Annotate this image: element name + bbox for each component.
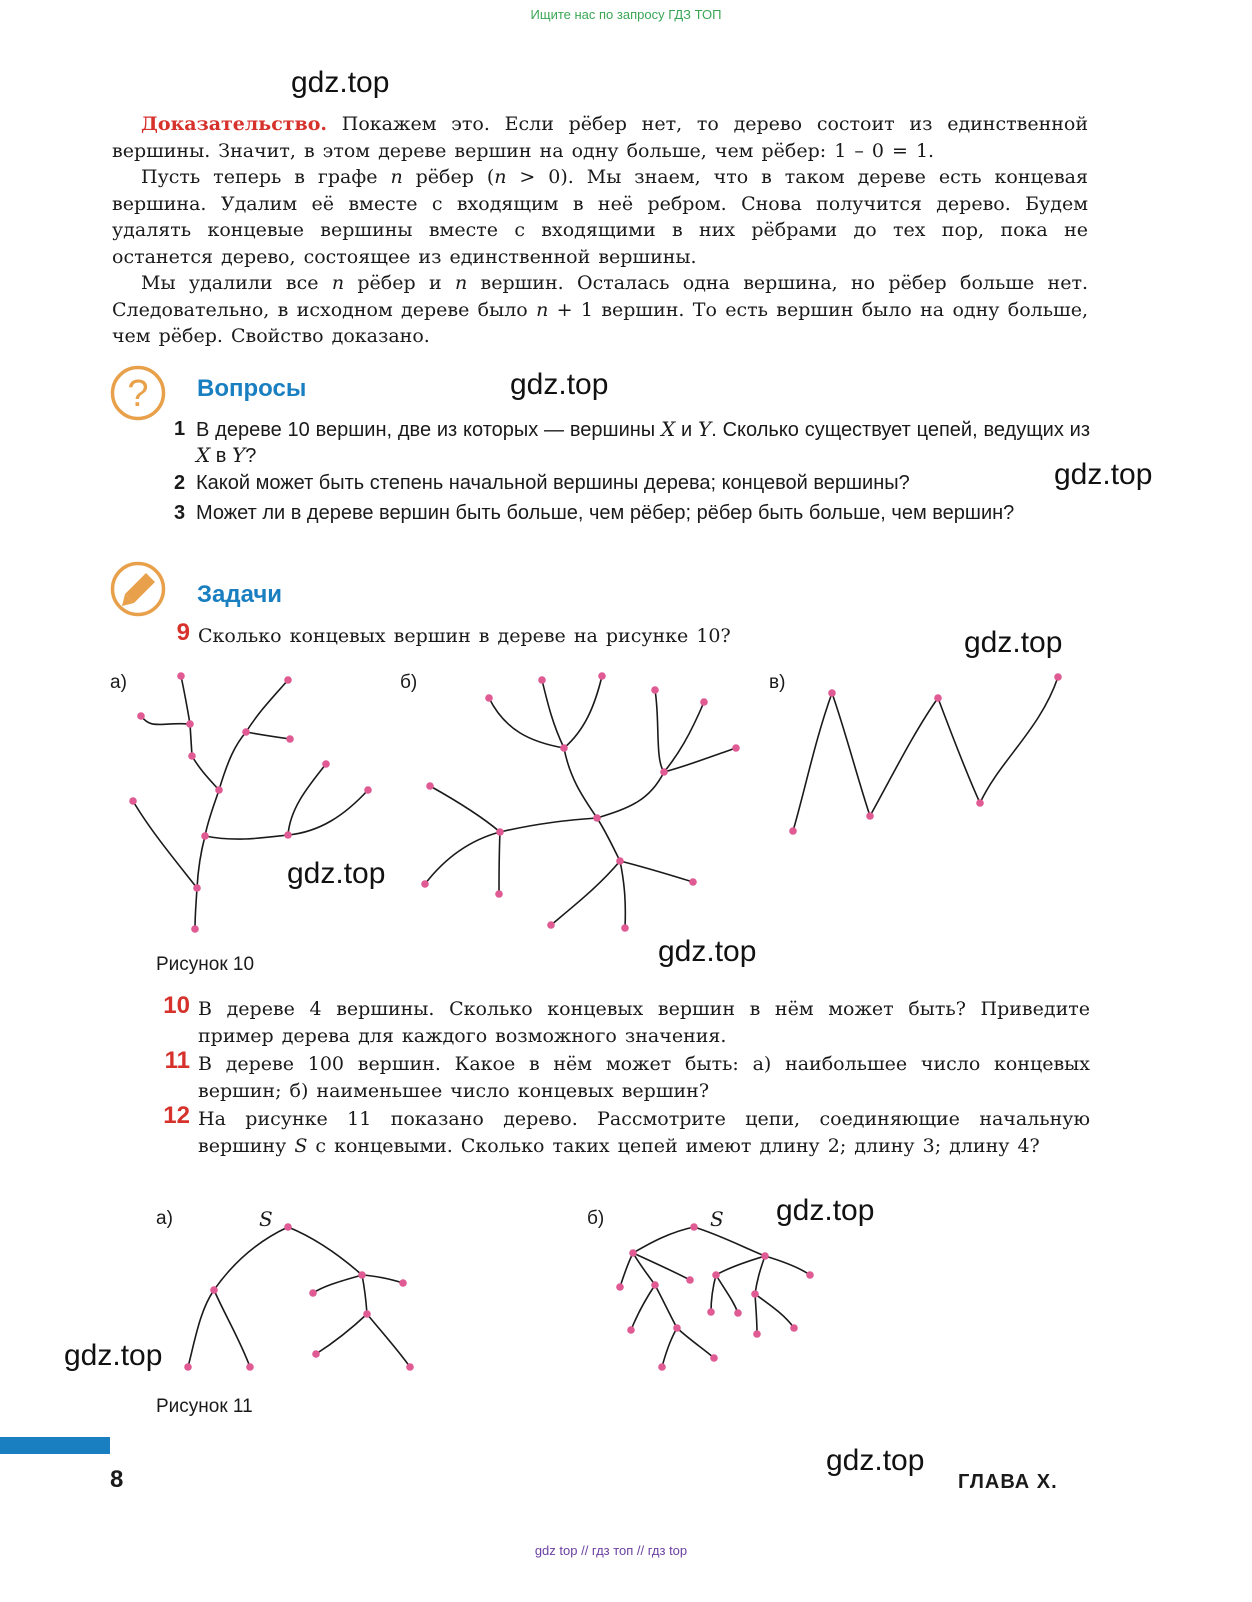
proof-paragraph-3: Мы удалили все n рёбер и n вершин. Осталась одна вершина, но рёбер больше нет. Следовательно, в исходном дереве было n + 1 вершин. То есть вершин было на одну больше, чем рёбер. Свойство доказано. <box>112 272 1088 347</box>
figure-label: б) <box>400 672 418 693</box>
chapter-label: ГЛАВА X. <box>958 1471 1058 1493</box>
vertex <box>284 831 292 839</box>
vertex <box>732 744 740 752</box>
vertex <box>406 1363 414 1371</box>
vertex <box>538 676 546 684</box>
vertex <box>188 752 196 760</box>
vertex <box>616 857 624 865</box>
vertex <box>186 720 194 728</box>
vertex <box>284 1223 292 1231</box>
task-item <box>150 992 1090 1049</box>
task-text: В дереве 100 вершин. Какое в нём может быть: а) наибольшее число концевых вершин; б) наименьшее число концевых вершин? <box>198 1053 1090 1102</box>
task-text: Сколько концевых вершин в дереве на рисунке 10? <box>198 625 731 647</box>
vertex <box>364 786 372 794</box>
page-number: 8 <box>110 1466 124 1493</box>
vertex <box>593 814 601 822</box>
watermark: gdz.top <box>826 1444 925 1477</box>
task-item <box>150 1102 1090 1159</box>
vertex <box>284 676 292 684</box>
top-banner: Ищите нас по запросу ГДЗ ТОП <box>530 7 722 22</box>
vertex <box>627 1326 635 1334</box>
svg-text:?: ? <box>127 373 149 415</box>
vertex <box>242 728 250 736</box>
vertex <box>1054 673 1062 681</box>
vertex <box>560 744 568 752</box>
tree-11b <box>616 1223 814 1371</box>
vertex <box>137 712 145 720</box>
vertex <box>753 1330 761 1338</box>
question-text: В дереве 10 вершин, две из которых — вершины X и Y. Сколько существует цепей, ведущих из X в Y? <box>196 417 1090 467</box>
vertex <box>866 812 874 820</box>
vertex <box>495 890 503 898</box>
task-number: 10 <box>163 992 190 1019</box>
vertex <box>399 1279 407 1287</box>
watermark: gdz.top <box>291 66 390 99</box>
figure-11-caption: Рисунок 11 <box>156 1396 253 1417</box>
figure-10-caption: Рисунок 10 <box>156 954 255 975</box>
figure-label: а) <box>110 672 127 693</box>
tasks-title: Задачи <box>197 581 283 608</box>
question-text: Может ли в дереве вершин быть больше, чем рёбер; рёбер быть больше, чем вершин? <box>196 502 1015 524</box>
vertex <box>658 1363 666 1371</box>
vertex <box>660 768 668 776</box>
question-number: 3 <box>174 502 186 524</box>
vertex <box>710 1354 718 1362</box>
tree-10c <box>789 673 1062 835</box>
vertex <box>673 1324 681 1332</box>
task-item <box>150 1047 1090 1104</box>
vertex <box>629 1249 637 1257</box>
vertex <box>828 689 836 697</box>
proof-paragraph-1: Доказательство. Покажем это. Если рёбер нет, то дерево состоит из единственной вершины. Значит, в этом дереве вершин на одну больше, чем рёбер: 1 – 0 = 1. <box>112 113 1088 162</box>
vertex <box>734 1309 742 1317</box>
proof-label: Доказательство. <box>141 113 328 135</box>
watermark: gdz.top <box>510 368 609 401</box>
vertex <box>751 1290 759 1298</box>
root-label-s: S <box>259 1207 273 1231</box>
task-number: 9 <box>176 619 190 646</box>
task-text: На рисунке 11 показано дерево. Рассмотрите цепи, соединяющие начальную вершину S с концевыми. Сколько таких цепей имеют длину 2; длину 3; длину 4? <box>198 1108 1090 1157</box>
vertex <box>651 686 659 694</box>
vertex <box>621 924 629 932</box>
vertex <box>309 1289 317 1297</box>
vertex <box>358 1271 366 1279</box>
vertex <box>201 832 209 840</box>
vertex <box>934 694 942 702</box>
watermark: gdz.top <box>776 1194 875 1227</box>
question-number: 1 <box>174 418 186 440</box>
vertex <box>363 1310 371 1318</box>
vertex <box>129 797 137 805</box>
question-text: Какой может быть степень начальной вершины дерева; концевой вершины? <box>196 472 910 494</box>
vertex <box>690 1223 698 1231</box>
vertex <box>215 786 223 794</box>
vertex <box>689 878 697 886</box>
questions-title: Вопросы <box>197 375 307 402</box>
proof-paragraph-2: Пусть теперь в графе n рёбер (n > 0). Мы знаем, что в таком дереве есть концевая вершина. Удалим её вместе с входящим в неё ребром. Снова получится дерево. Будем удалять концевые вершины вместе с входящими в них рёбрами до тех пор, пока не останется дерево, состоящее из единственной вершины. <box>112 166 1088 268</box>
watermark: gdz.top <box>64 1339 163 1372</box>
watermark: gdz.top <box>658 935 757 968</box>
root-label-s: S <box>710 1207 724 1231</box>
watermark: gdz.top <box>287 857 386 890</box>
task-number: 11 <box>164 1047 190 1074</box>
vertex <box>312 1350 320 1358</box>
vertex <box>789 827 797 835</box>
vertex <box>191 925 199 933</box>
vertex <box>712 1271 720 1279</box>
figure-label: б) <box>587 1208 605 1229</box>
vertex <box>976 799 984 807</box>
vertex <box>707 1308 715 1316</box>
bottom-banner: gdz top // гдз топ // гдз top <box>534 1543 688 1558</box>
page-accent-bar <box>0 1437 110 1454</box>
task-number: 12 <box>163 1102 190 1129</box>
vertex <box>651 1281 659 1289</box>
vertex <box>686 1276 694 1284</box>
watermark: gdz.top <box>1054 458 1153 491</box>
vertex <box>246 1363 254 1371</box>
vertex <box>184 1363 192 1371</box>
vertex <box>547 921 555 929</box>
vertex <box>496 828 504 836</box>
vertex <box>193 884 201 892</box>
vertex <box>761 1252 769 1260</box>
figure-label: а) <box>156 1208 173 1229</box>
tree-11a <box>184 1223 414 1371</box>
vertex <box>322 760 330 768</box>
tree-10b <box>421 672 740 932</box>
vertex <box>806 1271 814 1279</box>
vertex <box>426 782 434 790</box>
vertex <box>177 672 185 680</box>
watermark: gdz.top <box>964 626 1063 659</box>
vertex <box>485 694 493 702</box>
vertex <box>598 672 606 680</box>
question-number: 2 <box>174 472 186 494</box>
vertex <box>286 735 294 743</box>
figure-label: в) <box>769 672 786 693</box>
task-text: В дереве 4 вершины. Сколько концевых вершин в нём может быть? Приведите пример дерева для каждого возможного значения. <box>198 998 1090 1047</box>
vertex <box>700 698 708 706</box>
vertex <box>790 1324 798 1332</box>
tree-10a <box>129 672 372 933</box>
vertex <box>421 880 429 888</box>
vertex <box>210 1286 218 1294</box>
vertex <box>616 1283 624 1291</box>
